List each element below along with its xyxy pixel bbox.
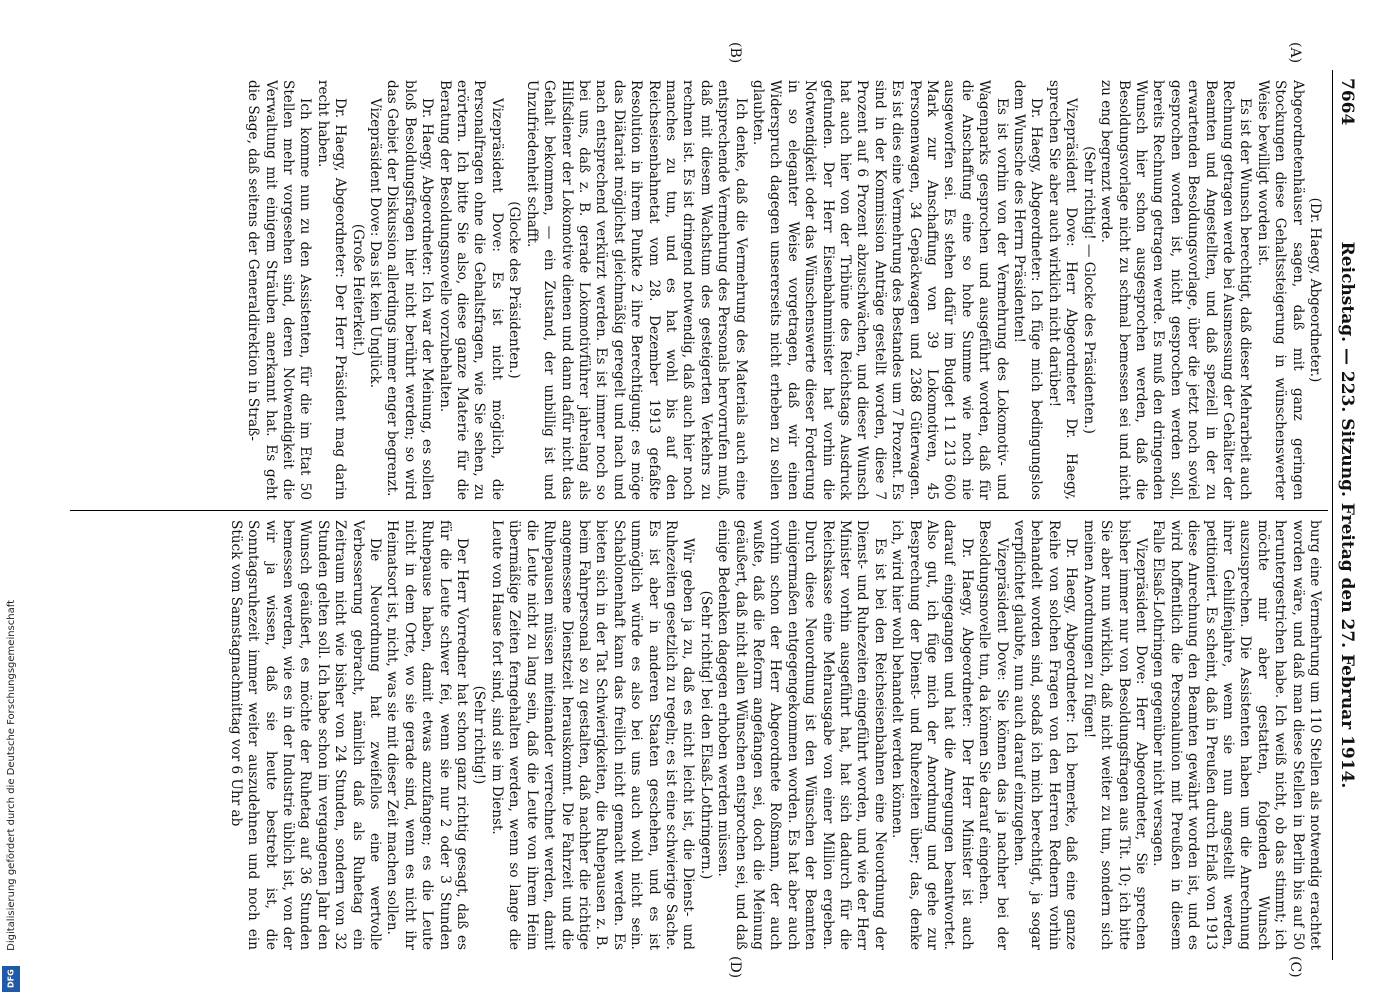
section-marker-b: (B) [727, 42, 743, 64]
paragraph: Vizepräsident Dove: Herr Abgeordneter, Sie sprechen bisher immer nur von Besoldungsfragen aus Tit. 10; ich bitte Sie aber nun wirklich, daß nicht weiter zu tun, sondern sich meinen Anordnungen zu fügen! [1080, 520, 1149, 950]
paragraph: Vizepräsident Dove: Sie können das ja nachher bei der Besoldungsnovelle tun, da können Sie darauf eingehen. [976, 520, 1010, 950]
paragraph: (Glocke des Präsidenten.) [506, 201, 523, 379]
paragraph: (Sehr richtig! bei den Elsaß-Lothringern.) [697, 590, 714, 880]
paragraph: (Sehr richtig!) [471, 685, 488, 785]
paragraph: Wir geben ja zu, daß es nicht leicht ist, die Dienst- und Ruhezeiten gesetzlich zu regeln; es ist eine schwierige Sache. Es ist aber in anderen Staaten geschehen, und es ist unmöglich würde es also bei uns auch wohl nicht sein. Schablonenhaft kann das freilich nicht gemacht werden. Es bieten sich in der Tat Schwierigkeiten, die Ruhepausen z. B. beim Fahrpersonal so zu gestalten, daß nachher die richtige angemessene Dienstzeit herauskommt. Die Fahrzeit und die Ruhepausen müssen miteinander verrechnet werden, damit die Leute nicht zu lang sein, daß die Leute von ihrem Heim übermäßige Zeiten ferngehalten werden, wenn so lange die Leute von Hause fort sind, sind sie im Dienst. [488, 520, 697, 950]
page-header [1332, 70, 1361, 960]
paragraph: (Sehr richtig! — Glocke des Präsidenten.) [1080, 146, 1097, 434]
paragraph: Dr. Haegy, Abgeordneter: Der Herr Präsident mag darin recht haben. [314, 80, 349, 500]
paragraph: Es ist der Wunsch berechtigt, daß dieser Mehrarbeit auch Rechnung getragen werde bei Ausmessung der Gehälter der Beamten und Angestellten, und daß speziell in der zu erwartenden Besoldungsvorlage, über die jetzt noch soviel gesprochen worden ist, nicht gesprochen werden soll, bereits Rechnung getragen werde. Es muß den dringenden Wunsch hier schon ausgesprochen werden, daß die Besoldungsvorlage nicht zu schmal bemessen sei und nicht zu eng begrenzt werde. [1098, 80, 1254, 500]
paragraph: Vizepräsident Dove: Herr Abgeordneter Dr. Haegy, sprechen Sie aber auch wirklich nicht darüber! [1045, 80, 1080, 500]
paragraph: Dr. Haegy, Abgeordneter: Ich bemerke, daß eine ganze Reihe von solchen Fragen von den Herren Rednern vorhin behandelt worden sind, sodaß ich mich berechtigt, ja sogar verpflichtet glaubte, nun auch darauf einzugehen. [1011, 520, 1080, 950]
dfg-logo: DFG [2, 966, 20, 992]
paragraph: Der Herr Vorredner hat schon ganz richtig gesagt, daß es für die Leute schwer fei, wenn sie nur 2 oder 3 Stunden Ruhepause haben, damit etwas anzufangen; es die Leute nicht in dem Orte, wo sie gerade sind, wenn es nicht ihr Heimatsort ist, nicht, was sie mit dieser Zeit machen sollen. [384, 520, 471, 950]
paragraph: Ich denke, daß die Vermehrung des Materials auch eine entsprechende Vermehrung des Personals hervorrufen muß, daß mit diesem Wachstum des gesteigerten Verkehrs zu rechnen ist. Es ist dringend notwendig, daß auch hier noch manches zu tun, und es hat wohl bis auf den Reichseisenbahnetat vom 28. Dezember 1913 gefaßte Resolution in ihrem Punkte 2 ihre Berechtigung: es möge das Diätariat möglichst gleichmäßig geregelt und nach und nach entsprechend verkürzt werden. Es ist immer noch so bei uns, daß z. B. gerade Lokomotivführer jahrelang als Hilfsdiener der Lokomotive dienen und dann dafür nicht das Gehalt bekommen, — ein Zustand, der unbillig ist und Unzufriedenheit schafft. [523, 80, 749, 500]
section-marker-c: (C) [1287, 956, 1303, 978]
digitization-credit: Digitalisierung gefördert durch die Deutsche Forschungsgemeinschaft [6, 600, 17, 951]
paragraph: Abgeordnetenhäuser sagen, daß mit ganz geringen Stockungen diese Gehaltssteigerung in wünschenswerter Weise bewilligt worden ist. [1254, 80, 1306, 500]
left-column [70, 80, 1323, 500]
column-divider [70, 510, 1328, 511]
right-column [70, 520, 1323, 950]
paragraph: burg eine Vermehrung um 110 Stellen als notwendig erachtet worden wäre, und daß man diese Stellen in Berlin bis auf 50 heruntergestrichen habe. Ich weiß nicht, ob das stimmt; ich möchte mir aber gestatten, folgenden Wunsch auszusprechen. Die Assistenten haben um die Anrechnung ihrer Gehilfenjahre, wenn sie nun angestellt werden, petitioniert. Es scheint, daß in Preußen durch Erlaß von 1913 diese Anrechnung den Beamten gewährt worden ist, und es wird hoffentlich die Personalunion mit Preußen in diesem Falle Elsaß-Lothringen gegenüber nicht versagen. [1150, 520, 1323, 950]
paragraph: Dr. Haegy, Abgeordneter: Ich füge mich bedingungslos dem Wunsche des Herrn Präsidenten! [1011, 80, 1045, 500]
paragraph: Ich komme nun zu den Assistenten, für die im Etat 50 Stellen mehr vorgesehen sind, deren Notwendigkeit die Verwaltung mit einigem Sträuben anerkannt hat. Es geht die Sage, daß seitens der Generaldirektion in Straß- [245, 80, 314, 500]
paragraph: Dr. Haegy, Abgeordneter: Ich war der Meinung, es sollen bloß Besoldungsfragen hier nicht berührt werden; so wird das Gebiet der Diskussion allerdings immer enger begrenzt. [384, 80, 436, 500]
paragraph: Es ist vorhin von der Vermehrung des Lokomotiv- und Wagenparks gesprochen und ausgeführt worden, daß für die Anschaffung eine so hohe Summe wie noch nie ausgeworfen sei. Es stehen dafür im Budget 11 213 600 Mark zur Anschaffung von 39 Lokomotiven, 45 Personenwagen, 34 Gepäckwagen und 2368 Güterwagen. Es ist dies eine Vermehrung des Bestandes um 7 Prozent. Es sind in der Kommission Anträge gestellt worden, diese 7 Prozent auf 6 Prozent abzuschwächen, und dieser Wunsch hat auch hier von der Tribüne des Reichstags Ausdruck gefunden. Der Herr Eisenbahnminister hat vorhin die Notwendigkeit oder das Wünschenswerte dieser Forderung in so eleganter Weise vorgetragen, daß wir einen Widerspruch dagegen unsererseits nicht erheben zu sollen glaubten. [750, 80, 1010, 500]
paragraph: Die Neuordnung hat zweifellos eine wertvolle Verbesserung gebracht, nämlich daß als Ruhetag ein Zeitraum nicht wie bisher von 24 Stunden, sondern von 32 Stunden gelten soll. Ich habe schon im vergangenen Jahr den Wunsch geäußert, es möchte der Ruhetag auf 36 Stunden bemessen werden, wie es in der Industrie üblich ist, von der wir ja wissen, daß sie heute bestrebt ist, die Sonntagsruhezeit immer weiter auszudehnen und noch ein Stück vom Samstagnachmittag vor 6 Uhr ab [227, 520, 384, 950]
paragraph: Es ist bei den Reichseisenbahnen eine Neuordnung der Dienst- und Ruhezeiten eingeführt worden, und wie der Herr Minister vorhin ausgeführt hat, hat sich dadurch für die Reichskasse eine Mehrausgabe von einer Million ergeben. Durch diese Neuordnung ist den Wünschen der Beamten einigermaßen entgegengekommen worden. Es hat aber auch vorhin schon der Herr Abgeordnete Roßmann, der auch wußte, daß die Reform angefangen sei, doch die Meinung geäußert, daß nicht allen Wünschen entsprochen sei, und daß einige Bedenken dagegen erhoben werden müssen. [715, 520, 888, 950]
paragraph: Dr. Haegy, Abgeordneter: Der Herr Minister ist auch darauf eingegangen und hat die Anregungen beantwortet. Also gut, ich füge mich der Anordnung und gehe zur Besprechung der Dienst- und Ruhezeiten über; das, denke ich, wird hier wohl behandelt werden können. [889, 520, 975, 950]
section-marker-d: (D) [727, 956, 743, 979]
section-marker-a: (A) [1287, 42, 1303, 64]
header-title: Reichstag. — 223. Sitzung. Freitag den 27. Februar 1914. [1337, 241, 1357, 789]
paragraph: Vizepräsident Dove: Es ist nicht möglich, die Personalfragen ohne die Gehaltsfragen, wie Sie sehen, zu erörtern. Ich bitte Sie also, diese ganze Materie für die Beratung der Besoldungsnovelle vorzubehalten. [436, 80, 505, 500]
paragraph: Vizepräsident Dove: Das ist kein Unglück. [367, 98, 384, 389]
paragraph: (Große Heiterkeit.) [349, 223, 366, 357]
page-number: 7664 [1337, 78, 1357, 126]
paragraph: (Dr. Haegy, Abgeordneter.) [1307, 197, 1323, 383]
